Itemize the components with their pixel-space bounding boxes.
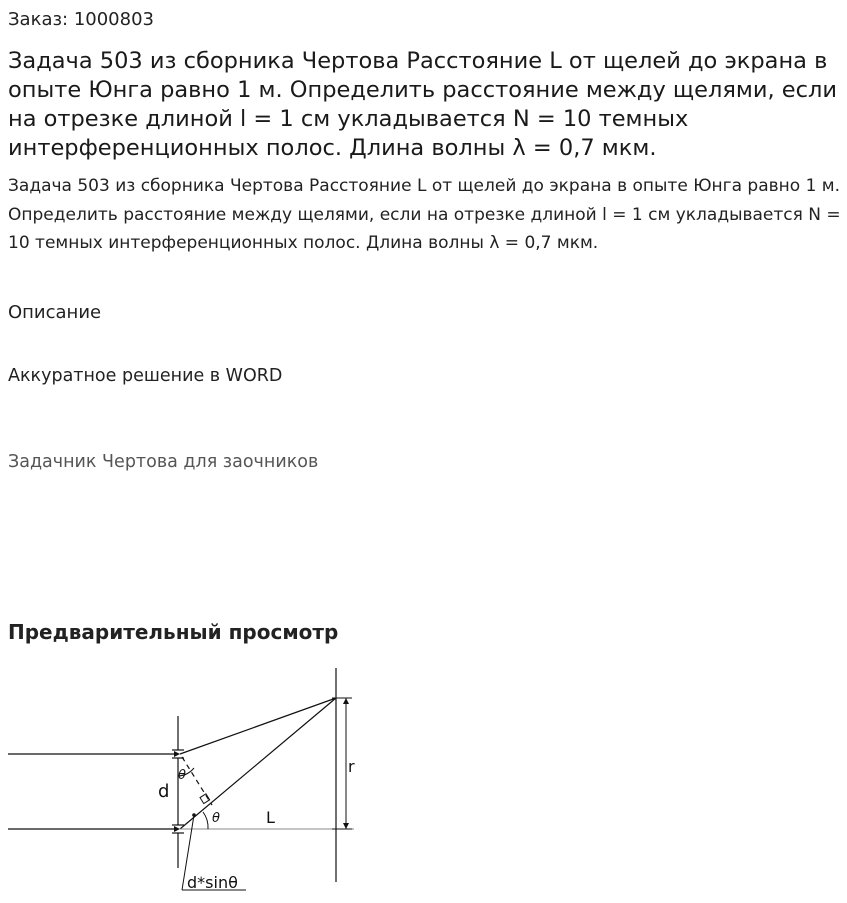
description-heading: Описание: [8, 302, 102, 323]
incident-arrow-bottom: [174, 826, 180, 832]
angle-arc-bottom: [203, 812, 208, 829]
category-link[interactable]: Задачник Чертова для заочников: [8, 452, 319, 472]
task-title: Задача 503 из сборника Чертова Расстояние L от щелей до экрана в опыте Юнга равно 1 м. Определить расстояние между щелями, если на отрезке длиной l = 1 см укладывается N = 10 темных интерференционных полос. Длина волны λ = 0,7 мкм.: [8, 48, 838, 161]
path-difference-dot: [192, 813, 196, 817]
order-number: Заказ: 1000803: [8, 9, 154, 30]
label-L: L: [266, 808, 275, 827]
incident-arrow-top: [174, 751, 180, 757]
young-experiment-diagram: [0, 660, 400, 903]
label-d: d: [158, 781, 170, 802]
preview-heading: Предварительный просмотр: [8, 620, 339, 644]
label-d-sin-theta: d*sinθ: [187, 873, 238, 892]
task-description: Задача 503 из сборника Чертова Расстояние L от щелей до экрана в опыте Юнга равно 1 м. Определить расстояние между щелями, если на отрезке длиной l = 1 см укладывается N = 10 темных интерференционных полос. Длина волны λ = 0,7 мкм.: [8, 176, 841, 253]
label-angle-top: θ: [178, 768, 186, 783]
ray-bottom-to-screen: [180, 698, 336, 829]
ray-top-to-screen: [180, 698, 336, 754]
label-angle-bottom: θ: [212, 811, 220, 826]
perpendicular-dashed: [182, 757, 212, 805]
r-arrow-bottom: [343, 823, 349, 829]
label-r: r: [348, 757, 355, 776]
r-arrow-top: [343, 698, 349, 704]
description-text: Аккуратное решение в WORD: [8, 366, 283, 386]
preview-image: [0, 660, 400, 903]
